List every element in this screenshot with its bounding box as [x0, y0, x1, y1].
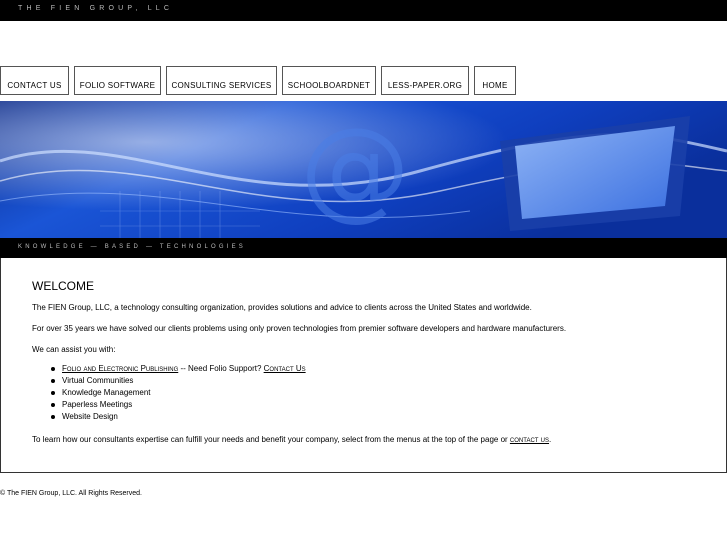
intro-text: The FIEN Group, LLC, a technology consulting organization, provides solutions and advice to clients across the United States and worldwide.	[32, 303, 532, 312]
page-title: WELCOME	[32, 279, 95, 293]
top-bar	[0, 0, 727, 21]
list-item: Paperless Meetings	[32, 399, 306, 411]
services-list	[32, 363, 306, 423]
list-item: Knowledge Management	[32, 387, 306, 399]
folio-publishing-link[interactable]: Folio and Electronic Publishing	[62, 364, 179, 373]
copyright: © The FIEN Group, LLC. All Rights Reserved.	[0, 490, 142, 497]
contact-us-link[interactable]: Contact Us	[263, 364, 306, 373]
assist-text: We can assist you with:	[32, 345, 116, 354]
at-sign-monitor-illustration	[0, 101, 727, 238]
list-item: Website Design	[32, 411, 306, 423]
list-item: Virtual Communities	[32, 375, 306, 387]
folio-support-text: -- Need Folio Support?	[178, 364, 264, 373]
tagline-bar	[0, 238, 727, 258]
list-item	[32, 363, 306, 375]
hero-banner	[0, 101, 727, 238]
closing-period: .	[549, 435, 552, 444]
nav-contact-us[interactable]: CONTACT US	[0, 66, 69, 95]
main-content	[0, 258, 727, 473]
nav-folio-software[interactable]: FOLIO SOFTWARE	[74, 66, 161, 95]
nav-home[interactable]: HOME	[474, 66, 516, 95]
closing-text	[32, 435, 551, 444]
company-name: THE FIEN GROUP, LLC	[18, 5, 174, 12]
svg-text:@: @	[300, 104, 410, 232]
nav-less-paper[interactable]: LESS-PAPER.ORG	[381, 66, 469, 95]
nav-schoolboardnet[interactable]: SCHOOLBOARDNET	[282, 66, 376, 95]
tagline: KNOWLEDGE — BASED — TECHNOLOGIES	[18, 244, 246, 250]
history-text: For over 35 years we have solved our clients problems using only proven technologies from premier software developers and hardware manufacturers.	[32, 324, 567, 333]
nav-consulting-services[interactable]: CONSULTING SERVICES	[166, 66, 277, 95]
closing-text-body: To learn how our consultants expertise can fulfill your needs and benefit your company, select from the menus at the top of the page or	[32, 435, 510, 444]
contact-us-inline-link[interactable]: contact us	[509, 435, 550, 444]
